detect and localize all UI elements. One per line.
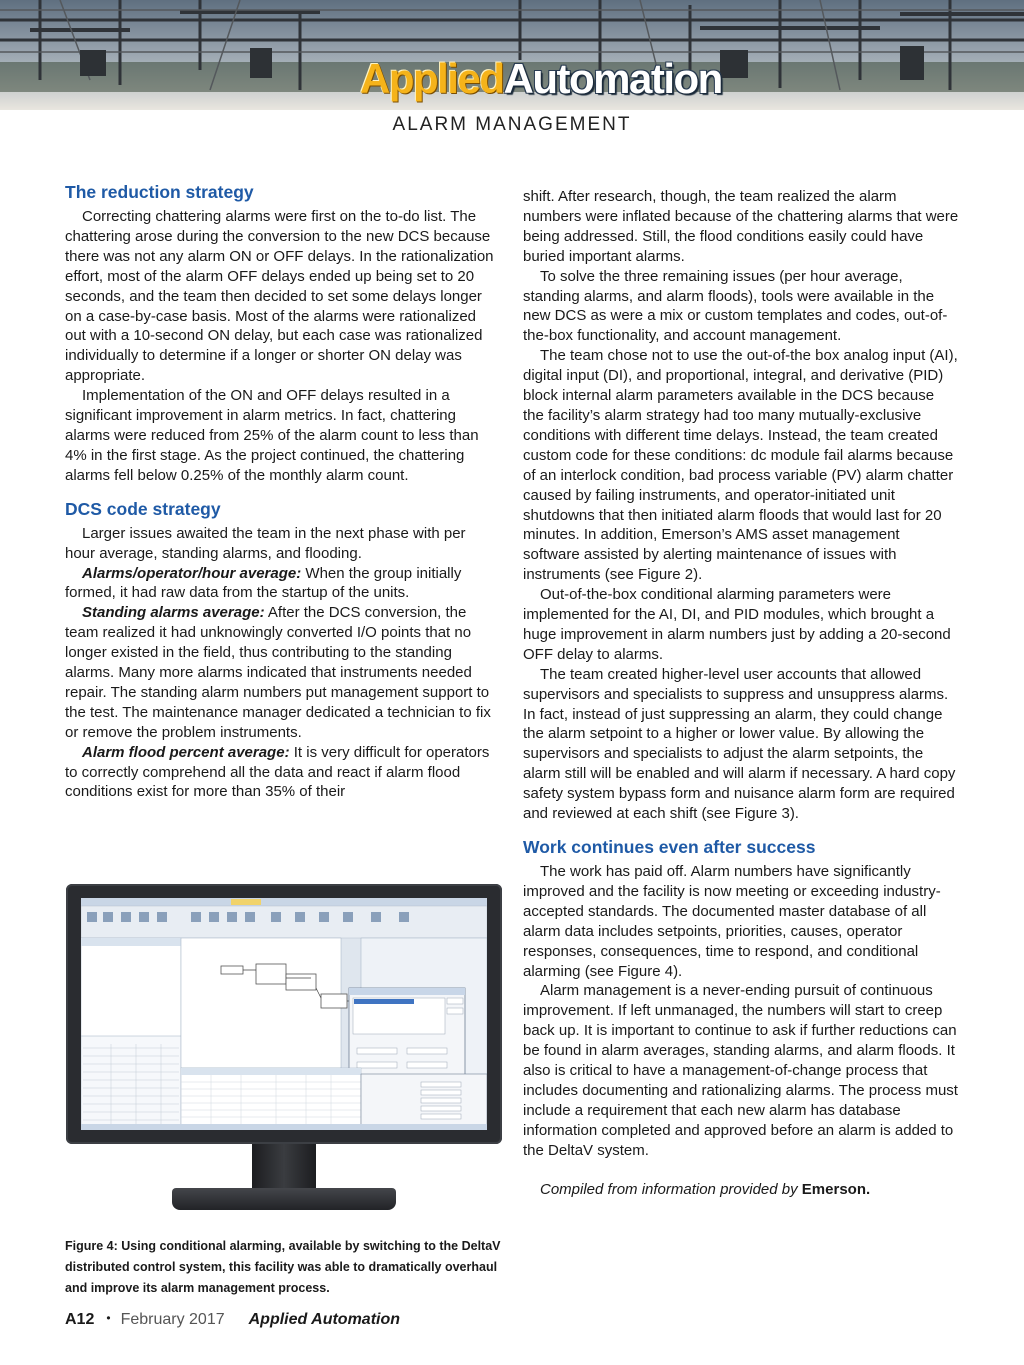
monitor-bezel — [66, 884, 502, 1144]
paragraph-text: It is very difficult for operators to correctly comprehend all the data and react if alarm flood conditions exist for more than 35% of their — [65, 743, 490, 801]
paragraph: The team chose not to use the out-of-the box analog input (AI), digital input (DI), and proportional, integral, and derivative (PID) block internal alarm parameters available in the DCS because the facility’s alarm strategy had too many mutually-exclusive conditions with different time delays. Instead, the team created custom code for these conditions: dc module fail alarms because of an interlock condition, bad process variable (PV) alarm chatter caused by failing instruments, and operator-initiated unit shutdowns that then initiated alarm floods that would last for 20 minutes. In addition, Emerson’s AMS asset management software assisted by alerting maintenance of issues with instruments (see Figure 2). — [523, 347, 958, 584]
paragraph: The work has paid off. Alarm numbers have significantly improved and the facility is now meeting or exceeding industry-accepted standards. The documented master database of all alarm data includes setpoints, priorities, causes, operator responses, consequences, time to respond, and conditional alarming (see Figure 4). — [523, 863, 941, 980]
paragraph: Out-of-the-box conditional alarming parameters were implemented for the AI, DI, and PID modules, which brought a huge improvement in alarm numbers just by adding a 20-second OFF delay to alarms. — [523, 586, 951, 663]
heading-work-continues: Work continues even after success — [523, 837, 816, 857]
section-label: ALARM MANAGEMENT — [392, 114, 632, 135]
masthead-banner — [0, 0, 1024, 110]
paragraph: The team created higher-level user accounts that allowed supervisors and specialists to suppress and unsuppress alarms. In fact, instead of just suppressing an alarm, they could change the alarm setpoint to a higher or lower value. By allowing the supervisors and specialists to adjust the alarm setpoints, the alarm still will be enabled and will alarm if necessary. A hard copy safety system bypass form and nuisance alarm form are required and reviewed at each shift (see Figure 3). — [523, 665, 956, 823]
paragraph — [65, 743, 497, 803]
paragraph: Implementation of the ON and OFF delays resulted in a significant improvement in alarm metrics. In fact, chattering alarms were reduced from 25% of the alarm count to less than 4% in the first stage. As the project continued, the chattering alarms fell below 0.25% of the monthly alarm count. — [65, 387, 479, 484]
page-number: A12 — [65, 1311, 95, 1328]
magazine-logo — [360, 54, 722, 104]
control-studio-illustration — [81, 898, 487, 1130]
paragraph: shift. After research, though, the team realized the alarm numbers were inflated because of the chattering alarms that were being addressed. Still, the flood conditions easily could have buried important alarms. — [523, 188, 959, 265]
paragraph: Correcting chattering alarms were first on the to-do list. The chattering arose during the conversion to the new DCS because there was not any alarm ON or OFF delays. In the rationalization effort, most of the alarm OFF delays ended up being set to 20 seconds, and the team then decided to set some delays longer on a case-by-case basis. Most of the alarms were rationalized out with a 10-second ON delay, but each case was rationalized individually to determine if a longer or shorter ON delay was appropriate. — [65, 208, 494, 385]
run-in-label: Standing alarms average: — [82, 604, 265, 622]
figure-caption: Figure 4: Using conditional alarming, available by switching to the DeltaV distributed control system, this facility was able to dramatically overhaul and improve its alarm management process. — [65, 1239, 501, 1295]
monitor-neck — [252, 1144, 316, 1188]
logo-automation: Automation — [503, 55, 722, 102]
paragraph-text: After the DCS conversion, the team realized it had unknowingly converted I/O points that no longer existed in the field, thus contributing to the standing alarms. Many more alarms indicated that instruments needed repair. The standing alarm numbers put management support to the test. The maintenance manager dedicated a technician to fix or remove the problem instruments. — [65, 604, 491, 741]
right-column — [523, 187, 959, 1200]
credit-source: Emerson. — [801, 1180, 871, 1198]
footer-bullet: • — [106, 1311, 111, 1325]
paragraph: To solve the three remaining issues (per hour average, standing alarms, and alarm floods), tools were available in the new DCS as were a mix or custom templates and codes, out-of-the-box functionality, and account management. — [523, 267, 948, 345]
paragraph: Larger issues awaited the team in the next phase with per hour average, standing alarms, and flooding. — [65, 524, 466, 562]
page-footer — [65, 1311, 400, 1329]
credit-text: Compiled from information provided by — [540, 1180, 802, 1198]
heading-reduction-strategy: The reduction strategy — [65, 182, 254, 202]
left-column — [65, 180, 497, 802]
magazine-name: Applied Automation — [248, 1311, 401, 1328]
control-studio-screenshot — [81, 898, 487, 1130]
paragraph: Alarm management is a never-ending pursuit of continuous improvement. If left unmanaged, the numbers will start to creep back up. It is important to continue to ask if further reductions can be found in alarm averages, standing alarms, and alarm floods. It also is critical to have a management-of-change process that includes documenting and rationalizing alarms. The process must include a requirement that each new alarm has database information completed and approved before an alarm is added to the DeltaV system. — [523, 982, 958, 1159]
heading-dcs-code-strategy: DCS code strategy — [65, 498, 221, 519]
paragraph — [65, 603, 497, 742]
figure-monitor — [64, 884, 504, 1222]
issue-date: February 2017 — [120, 1311, 225, 1328]
run-in-label: Alarms/operator/hour average: — [82, 564, 302, 582]
monitor-base — [172, 1188, 396, 1210]
logo-applied: Applied — [360, 55, 504, 102]
source-credit — [523, 1180, 959, 1200]
paragraph-text: When the group initially formed, it had raw data from the startup of the units. — [65, 564, 462, 602]
run-in-label: Alarm flood percent average: — [82, 743, 290, 761]
paragraph — [65, 564, 497, 604]
